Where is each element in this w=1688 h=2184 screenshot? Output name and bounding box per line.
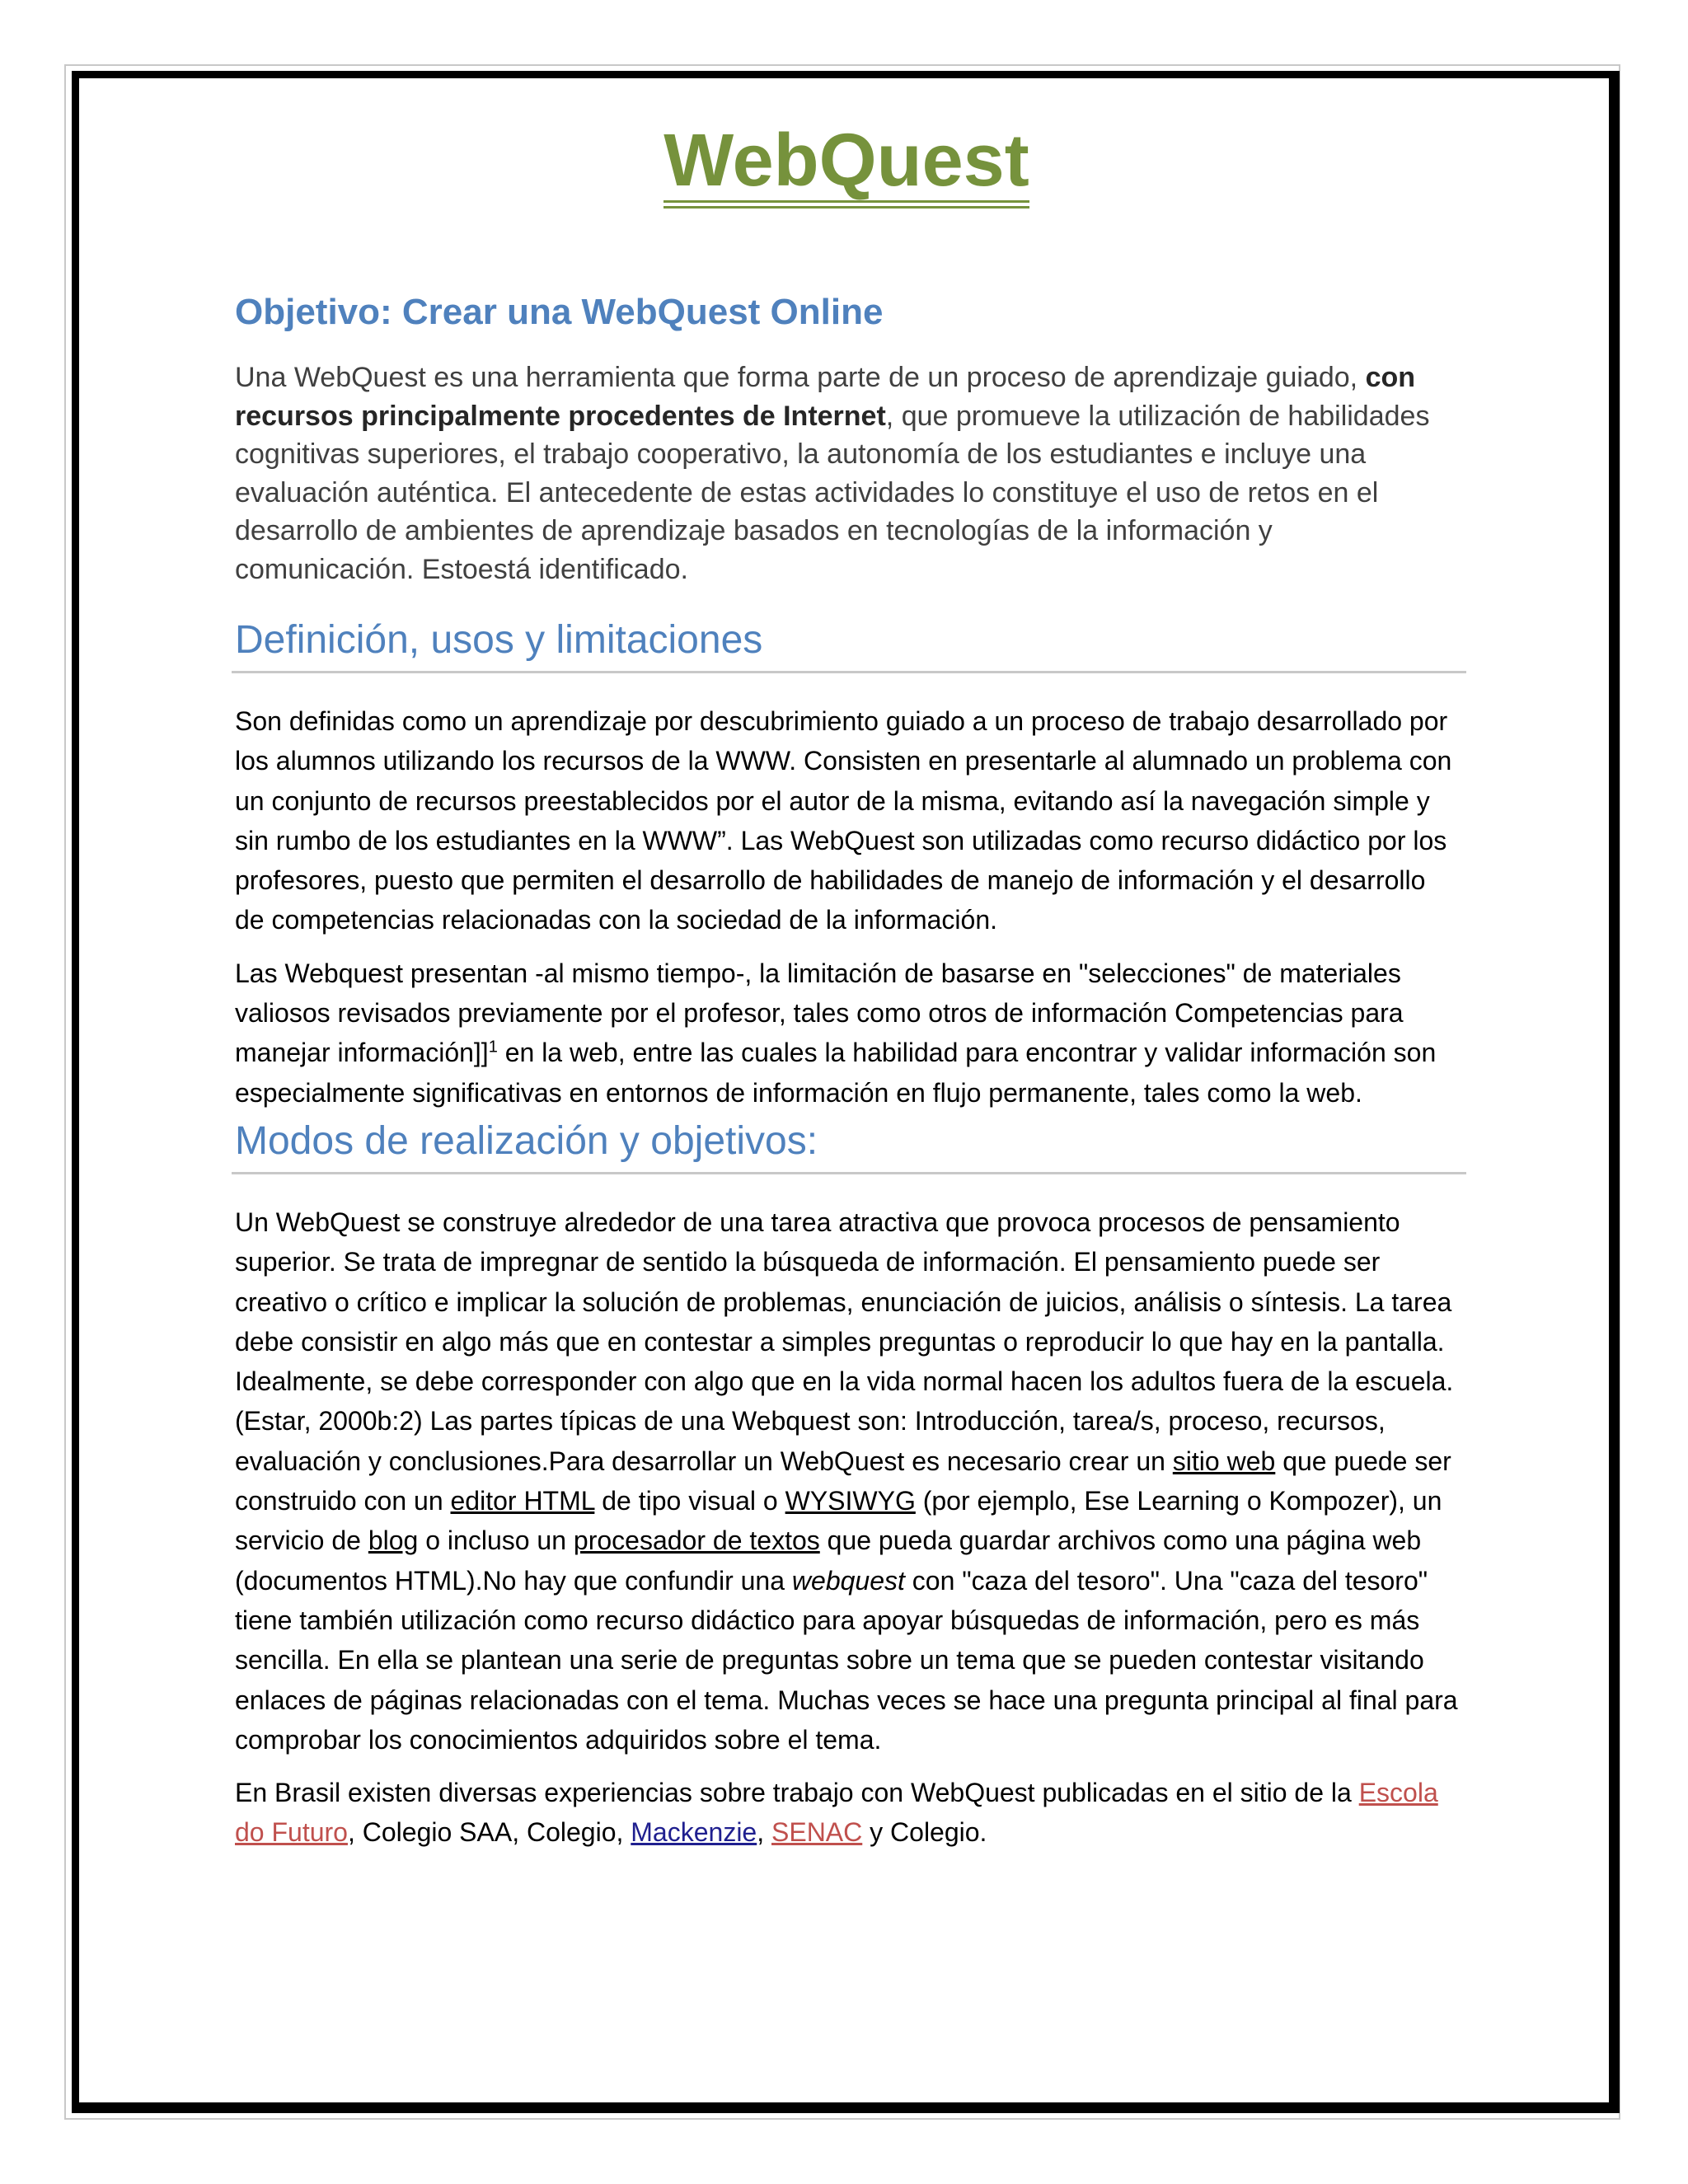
link-blog[interactable]: blog	[368, 1526, 419, 1556]
modos-text-b: que puede ser construido con un	[235, 1446, 1451, 1516]
intro-bold-text: con recursos principalmente procedentes de Internet	[235, 362, 1416, 432]
brasil-text-b: , Colegio SAA, Colegio,	[347, 1817, 631, 1848]
section-heading-definicion: Definición, usos y limitaciones	[232, 616, 1466, 673]
page-title-text: WebQuest	[663, 123, 1029, 209]
intro-text-end: , que promueve la utilización de habilidades cognitivas superiores, el trabajo cooperativo, la autonomía de los estudiantes e incluye una evaluación auténtica. El antecedente de estas actividades lo constituye el uso de retos en el desarrollo de ambientes de aprendizaje basados en tecnologías de la información y comunicación. Estoestá identificado.	[235, 400, 1430, 585]
intro-paragraph	[235, 359, 1458, 588]
page-title	[235, 115, 1458, 209]
modos-text-e: o incluso un	[418, 1526, 574, 1556]
webquest-italic: webquest	[791, 1565, 905, 1596]
limitaciones-text-start: Las Webquest presentan -al mismo tiempo-, la limitación de basarse en "selecciones" de materiales valiosos revisados previamente por el profesor, tales como otros de información Competencias para manejar información]]	[235, 958, 1404, 1068]
brasil-text-d: y Colegio.	[862, 1817, 987, 1848]
link-procesador-de-textos[interactable]: procesador de textos	[573, 1526, 820, 1556]
objective-heading: Objetivo: Crear una WebQuest Online	[235, 292, 884, 332]
limitaciones-text-end: en la web, entre las cuales la habilidad para encontrar y validar información son especialmente significativas en entornos de información en flujo permanente, tales como la web.	[235, 1038, 1437, 1108]
link-wysiwyg[interactable]: WYSIWYG	[785, 1486, 916, 1516]
document-body	[235, 115, 1458, 1853]
link-escola-do-futuro[interactable]: Escola do Futuro	[235, 1778, 1438, 1848]
section-heading-modos: Modos de realización y objetivos:	[232, 1118, 1466, 1174]
brasil-text-c: ,	[757, 1817, 771, 1848]
link-mackenzie[interactable]: Mackenzie	[631, 1817, 757, 1848]
limitaciones-paragraph	[235, 954, 1458, 1113]
modos-text-a: Un WebQuest se construye alrededor de una tarea atractiva que provoca procesos de pensamiento superior. Se trata de impregnar de sentido la búsqueda de información. El pensamiento puede ser creativo o crítico e implicar la solución de problemas, enunciación de juicios, análisis o síntesis. La tarea debe consistir en algo más que en contestar a simples preguntas o reproducir lo que hay en la pantalla. Idealmente, se debe corresponder con algo que en la vida normal hacen los adultos fuera de la escuela. (Estar, 2000b:2) Las partes típicas de una Webquest son: Introducción, tarea/s, proceso, recursos, evaluación y conclusiones.Para desarrollar un WebQuest es necesario crear un	[235, 1207, 1454, 1476]
intro-text-start: Una WebQuest es una herramienta que forma parte de un proceso de aprendizaje guiado,	[235, 362, 1366, 393]
link-senac[interactable]: SENAC	[771, 1817, 863, 1848]
modos-text-f: que pueda guardar archivos como una página web (documentos HTML).No hay que confundir una	[235, 1526, 1422, 1596]
modos-text-g: con "caza del tesoro". Una "caza del tesoro" tiene también utilización como recurso didáctico para apoyar búsquedas de información, pero es más sencilla. En ella se plantean una serie de preguntas sobre un tema que se pueden contestar visitando enlaces de páginas relacionadas con el tema. Muchas veces se hace una pregunta principal al final para comprobar los conocimientos adquiridos sobre el tema.	[235, 1565, 1458, 1755]
brasil-text-a: En Brasil existen diversas experiencias sobre trabajo con WebQuest publicadas en el sitio de la	[235, 1778, 1359, 1808]
modos-text-c: de tipo visual o	[594, 1486, 785, 1516]
definicion-paragraph: Son definidas como un aprendizaje por descubrimiento guiado a un proceso de trabajo desarrollado por los alumnos utilizando los recursos de la WWW. Consisten en presentarle al alumnado un problema con un conjunto de recursos preestablecidos por el autor de la misma, evitando así la navegación simple y sin rumbo de los estudiantes en la WWW”. Las WebQuest son utilizadas como recurso didáctico por los profesores, puesto que permiten el desarrollo de habilidades de manejo de información y el desarrollo de competencias relacionadas con la sociedad de la información.	[235, 706, 1452, 935]
modos-paragraph	[235, 1202, 1458, 1760]
link-editor-html[interactable]: editor HTML	[450, 1486, 595, 1516]
modos-text-d: (por ejemplo, Ese Learning o Kompozer), un servicio de	[235, 1486, 1442, 1556]
footnote-reference: 1	[488, 1038, 498, 1057]
brasil-paragraph	[235, 1773, 1458, 1853]
link-sitio-web[interactable]: sitio web	[1172, 1446, 1276, 1476]
